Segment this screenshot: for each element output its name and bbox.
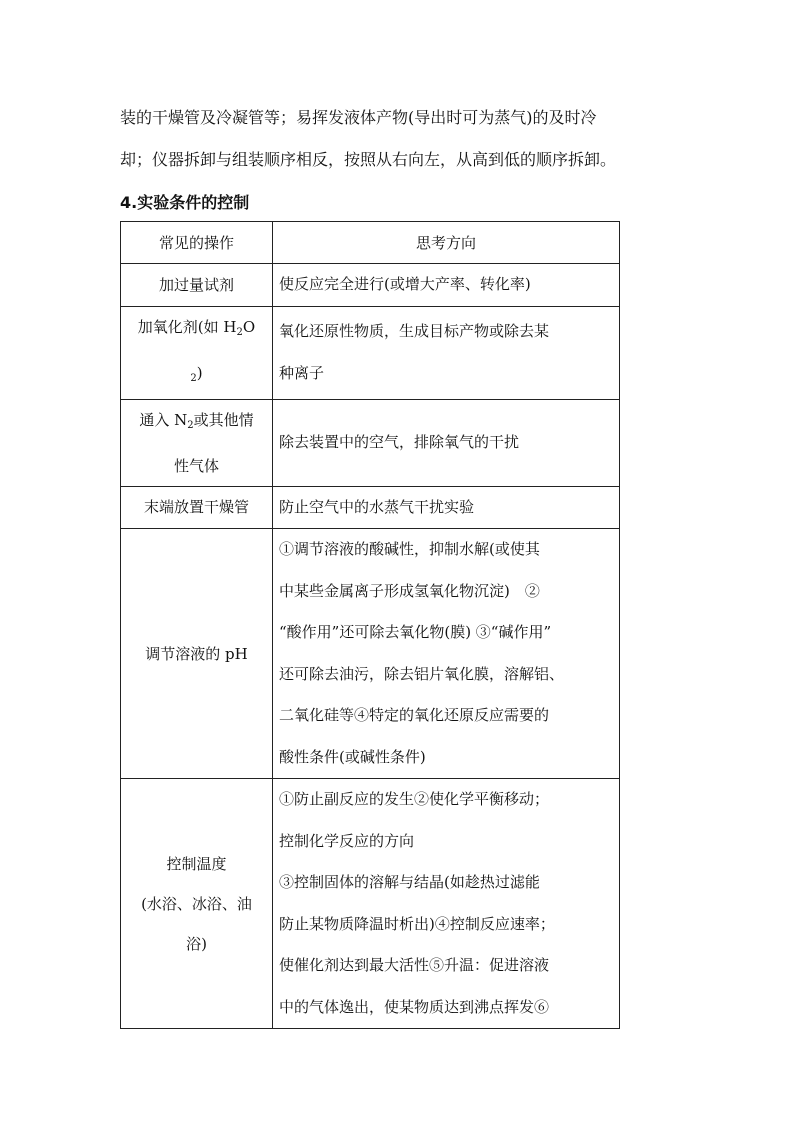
direction-line: 还可除去油污，除去铝片氧化膜，溶解铝、 xyxy=(279,664,565,683)
operation-text: 末端放置干燥管 xyxy=(143,498,249,517)
direction-line: 中某些金属离子形成氢氧化物沉淀) ② xyxy=(279,581,540,600)
header-direction: 思考方向 xyxy=(273,222,620,264)
operation-text: 加过量试剂 xyxy=(158,275,234,294)
direction-line: 中的气体逸出，使某物质达到沸点挥发⑥ xyxy=(279,997,550,1016)
direction-cell xyxy=(273,264,620,307)
direction-cell xyxy=(273,486,620,529)
table-header-row xyxy=(121,222,620,264)
operation-cell xyxy=(121,529,273,779)
direction-line: “酸作用”还可除去氧化物(膜) ③“碱作用” xyxy=(279,623,552,641)
direction-line: 氧化还原性物质，生成目标产物或除去某 xyxy=(279,322,550,340)
operation-cell xyxy=(121,264,273,307)
direction-text: 使反应完全进行(或增大产率、转化率) xyxy=(279,275,531,293)
direction-line: 防止某物质降温时析出)④控制反应速率； xyxy=(279,914,555,933)
direction-text: 防止空气中的水蒸气干扰实验 xyxy=(279,497,475,516)
operation-text: 调节溶液的 pH xyxy=(145,644,248,663)
header-operation: 常见的操作 xyxy=(121,222,273,264)
table-row xyxy=(121,529,620,779)
table-row xyxy=(121,264,620,307)
section-heading: 4.实验条件的控制 xyxy=(120,193,250,212)
table-row xyxy=(121,306,620,399)
operation-line: (水浴、冰浴、油 xyxy=(141,894,252,913)
direction-line: 使催化剂达到最大活性⑤升温：促进溶液 xyxy=(279,956,550,974)
direction-line: ①调节溶液的酸碱性，抑制水解(或使其 xyxy=(279,540,540,558)
table-row xyxy=(121,399,620,486)
operation-cell xyxy=(121,399,273,486)
paragraph-line-1: 装的干燥管及冷凝管等；易挥发液体产物(导出时可为蒸气)的及时冷 xyxy=(120,108,597,127)
condition-control-table xyxy=(120,221,620,1029)
table-row xyxy=(121,486,620,529)
direction-line: 二氧化硅等④特定的氧化还原反应需要的 xyxy=(279,706,550,724)
direction-cell xyxy=(273,779,620,1029)
table-row xyxy=(121,779,620,1029)
paragraph-line-2: 却；仪器拆卸与组装顺序相反，按照从右向左，从高到低的顺序拆卸。 xyxy=(120,150,617,169)
direction-line: 酸性条件(或碱性条件) xyxy=(279,747,426,766)
direction-line: ③控制固体的溶解与结晶(如趁热过滤能 xyxy=(279,873,540,891)
direction-cell xyxy=(273,306,620,399)
operation-line: 通入 $N_2$或其他情 xyxy=(139,410,254,431)
operation-cell xyxy=(121,306,273,399)
direction-line: 种离子 xyxy=(279,363,325,382)
operation-line: 加氧化剂(如 $H_2O$ xyxy=(137,317,256,338)
operation-line: 浴) xyxy=(186,934,207,953)
direction-cell xyxy=(273,399,620,486)
operation-line: 控制温度 xyxy=(166,854,227,873)
direction-line: 控制化学反应的方向 xyxy=(279,831,415,850)
operation-cell xyxy=(121,486,273,529)
direction-cell xyxy=(273,529,620,779)
operation-line: $_2$) xyxy=(190,363,203,384)
direction-line: ①防止副反应的发生②使化学平衡移动； xyxy=(279,790,550,808)
operation-cell xyxy=(121,779,273,1029)
operation-line: 性气体 xyxy=(173,456,219,475)
direction-text: 除去装置中的空气，排除氧气的干扰 xyxy=(279,432,520,451)
